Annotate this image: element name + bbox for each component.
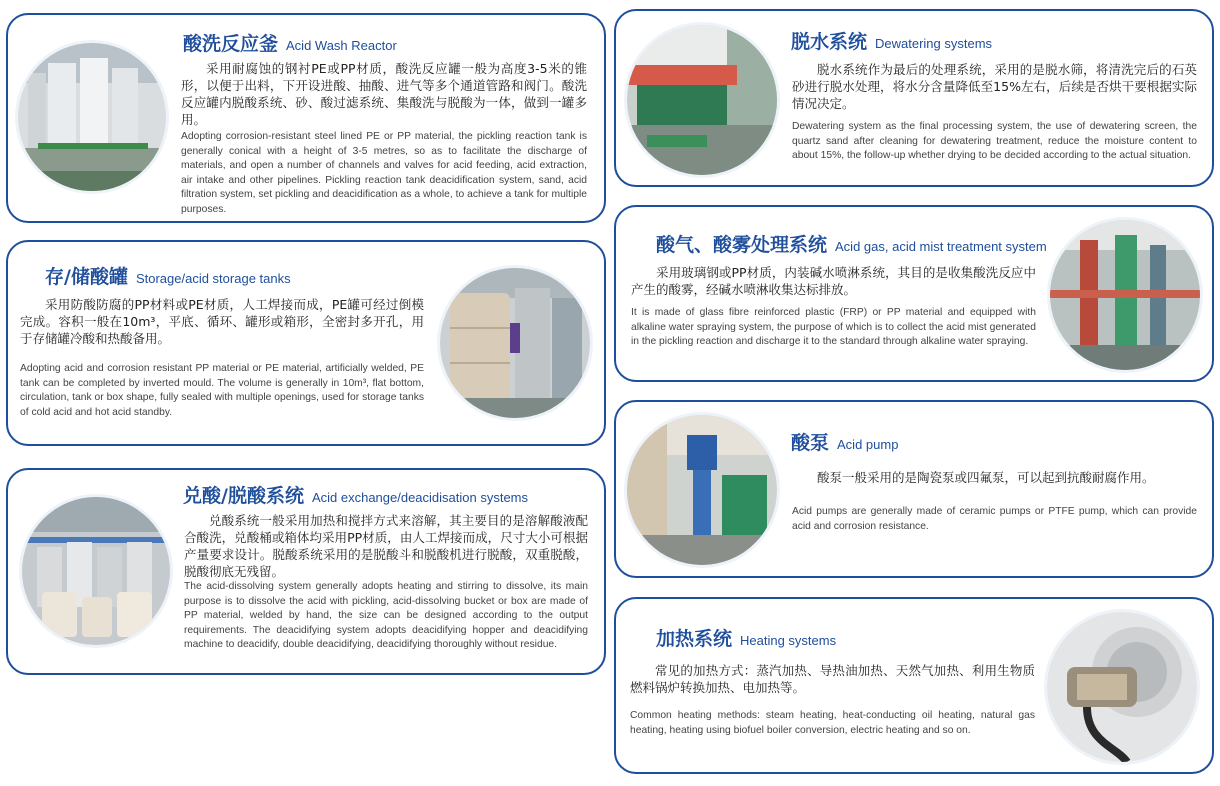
acid-exchange-title-en: Acid exchange/deacidisation systems [311, 490, 529, 505]
acid-exchange-title-zh: 兑酸/脱酸系统 [183, 485, 304, 507]
acid-exchange-body-en: The acid-dissolving system generally adopts heating and stirring to dissolve, its main purpose is to dissolve the acid with pickling, acid-dissolving bucket or box are made of PP material, welded by hand, the size can be designed according to the output requirements. The deacidifying system adopts deacidifying hopper and deacidifying machine to deacidify, double deacidifying, deacidifying thoroughly without residue. [184, 581, 588, 651]
acid-gas-title-zh: 酸气、酸雾处理系统 [656, 234, 828, 256]
acid-exchange-body-zh: 兑酸系统一般采用加热和搅拌方式来溶解，其主要目的是溶解酸液配合酸洗，兑酸桶或箱体均采用PP材质，由人工焊接而成，尺寸大小可根据产量要求设计。脱酸系统采用的是脱酸斗和脱酸机进行脱酸，双重脱酸，脱酸彻底无残留。 [184, 513, 588, 579]
heating-body-en: Common heating methods: steam heating, heat-conducting oil heating, natural gas heating, heating using biofuel boiler conversion, electric heating and so on. [630, 710, 1035, 736]
acid-exchange-title [183, 481, 528, 508]
heating-title-zh: 加热系统 [656, 628, 733, 650]
acid-pump-title-en: Acid pump [837, 437, 899, 452]
dewatering-title-en: Dewatering systems [875, 36, 993, 51]
storage-tanks-body-en: Adopting acid and corrosion resistant PP material or PE material, artificially welded, PE tank can be completed by inverted mould. The volume is generally in 10m³, flat bottom, circulation, tank or box shape, fully sealed with multiple openings, used for storage tanks of cold acid and hot acid standby. [20, 363, 424, 418]
acid-wash-reactor-title-en: Acid Wash Reactor [286, 38, 397, 53]
heating-title-en: Heating systems [740, 633, 837, 648]
heating-title [656, 624, 836, 651]
acid-wash-reactor-body-en: Adopting corrosion-resistant steel lined PE or PP material, the pickling reaction tank is generally conical with a height of 3-5 metres, so as to facilitate the discharge of materials, and open a number of channels and valves for acid feeding, acid extraction, air intake and other pipelines. Pickling reaction tank deacidification system, sand, acid filtration system, set pickling and deacidification as a whole, to achieve a tank for multiple purposes. [181, 131, 587, 215]
acid-wash-reactor-body-zh: 采用耐腐蚀的钢衬PE或PP材质，酸洗反应罐一般为高度3-5米的锥形，以便于出料，下开设进酸、抽酸、进气等多个通道管路和阀门。酸洗反应罐内脱酸系统、砂、酸过滤系统、集酸洗与脱酸为一体，做到一罐多用。 [181, 61, 587, 127]
storage-tanks-title-en: Storage/acid storage tanks [135, 271, 291, 286]
acid-pump-title [791, 428, 898, 455]
storage-tanks-body-zh: 采用防酸防腐的PP材料或PE材质，人工焊接而成，PE罐可经过倒模完成。容积一般在10m³，平底、循环、罐形或箱形，全密封多开孔，用于存储罐冷酸和热酸备用。 [20, 297, 424, 346]
dewatering-body-en: Dewatering system as the final processing system, the use of dewatering screen, the quartz sand after cleaning for dewatering treatment, reduce the moisture content to about 15%, the follow-up whether drying to be decided according to the actual situation. [792, 121, 1197, 162]
dewatering-body-zh: 脱水系统作为最后的处理系统，采用的是脱水筛，将清洗完后的石英砂进行脱水处理，将水分含量降低至15%左右，后续是否烘干要根据实际情况决定。 [792, 62, 1197, 111]
acid-pump-title-zh: 酸泵 [791, 432, 830, 454]
acid-gas-body-zh: 采用玻璃钢或PP材质，内装碱水喷淋系统，其目的是收集酸洗反应中产生的酸雾，经碱水喷淋收集达标排放。 [631, 265, 1036, 297]
dewatering-photo [627, 25, 777, 175]
acid-pump-body-zh: 酸泵一般采用的是陶瓷泵或四氟泵，可以起到抗酸耐腐作用。 [817, 470, 1155, 485]
acid-gas-photo [1050, 220, 1200, 370]
acid-wash-reactor-photo [18, 43, 166, 191]
dewatering-title [791, 27, 992, 54]
storage-tanks-photo [440, 268, 590, 418]
dewatering-title-zh: 脱水系统 [791, 31, 868, 53]
acid-pump-body-en: Acid pumps are generally made of ceramic pumps or PTFE pump, which can provide acid and corrosion resistance. [792, 506, 1197, 532]
acid-gas-body-en: It is made of glass fibre reinforced plastic (FRP) or PP material and equipped with alkaline water spraying system, the purpose of which is to collect the acid mist generated in the pickling reaction and discharge it to the standard through alkaline water spraying. [631, 307, 1036, 348]
storage-tanks-title-zh: 存/储酸罐 [45, 266, 128, 288]
heating-body-zh: 常见的加热方式：蒸汽加热、导热油加热、天然气加热、利用生物质燃料锅炉转换加热、电加热等。 [630, 663, 1035, 695]
heating-photo [1047, 612, 1197, 762]
acid-gas-title [656, 230, 1047, 257]
storage-tanks-title [45, 262, 291, 289]
acid-gas-title-en: Acid gas, acid mist treatment system [835, 239, 1047, 254]
acid-wash-reactor-title [183, 29, 397, 56]
acid-wash-reactor-title-zh: 酸洗反应釜 [183, 33, 279, 55]
acid-pump-photo [627, 415, 777, 565]
acid-exchange-photo [22, 497, 170, 645]
